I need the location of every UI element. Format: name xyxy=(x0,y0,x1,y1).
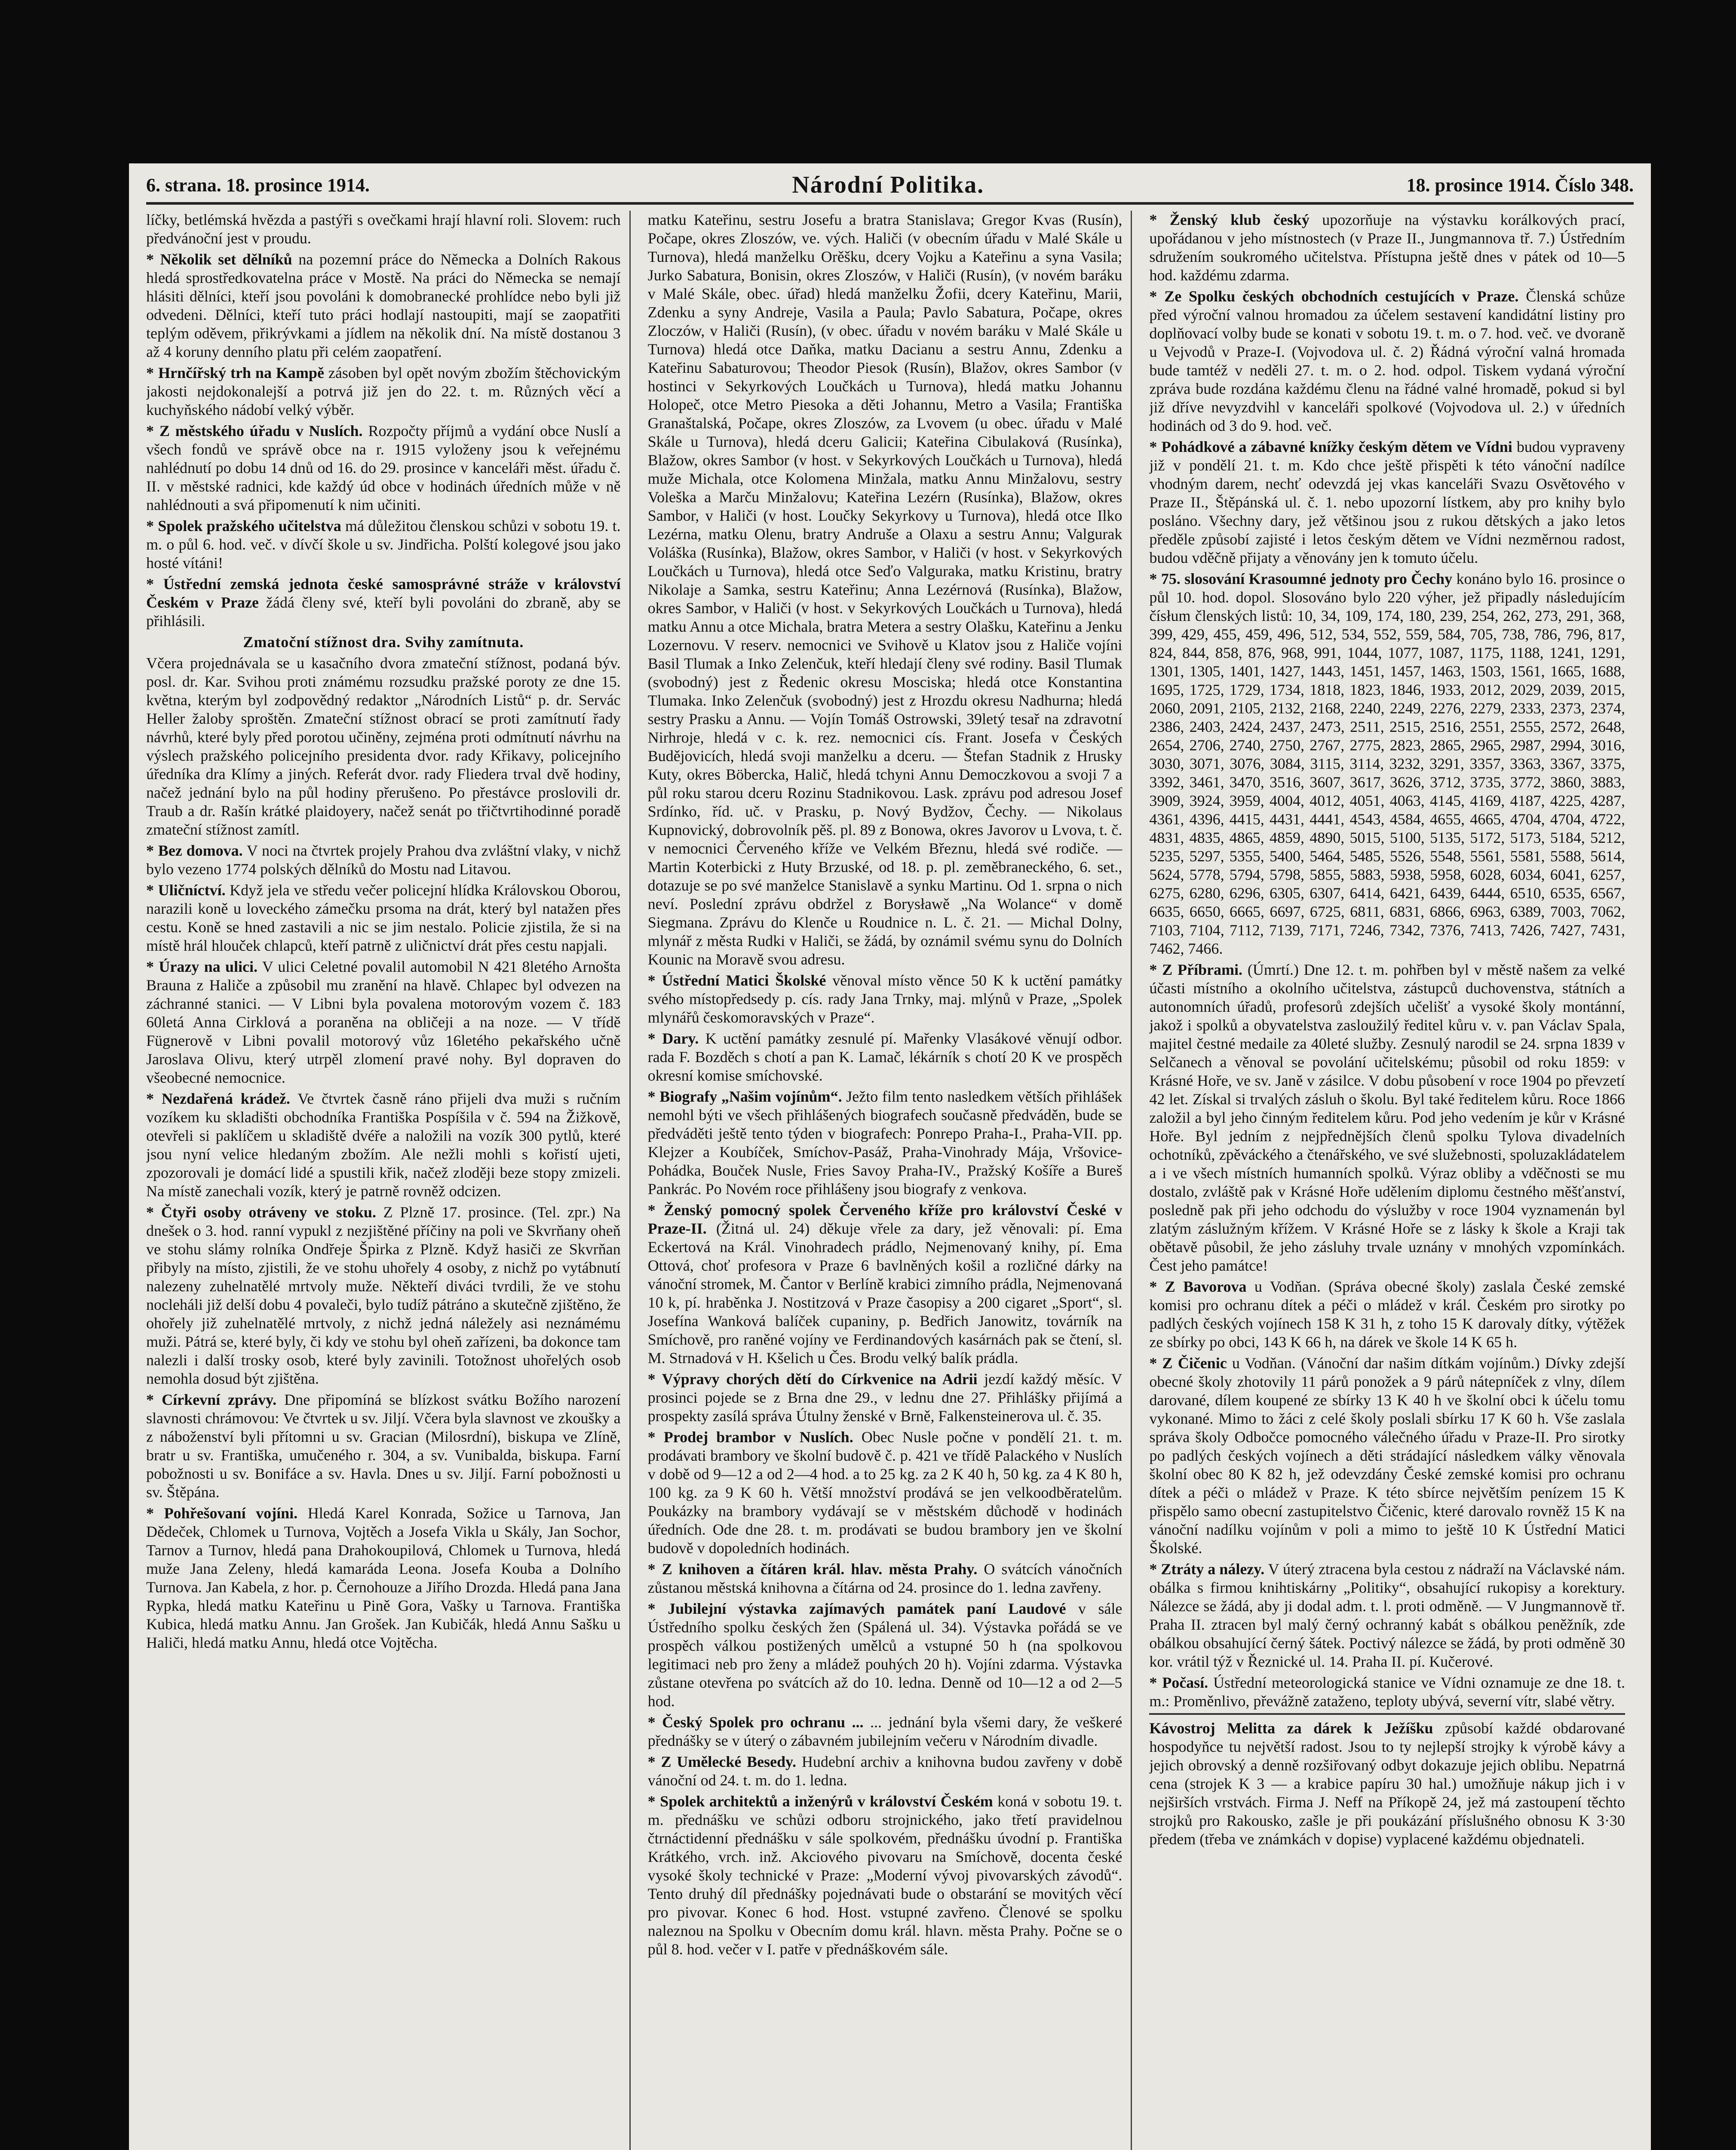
paragraph-text: matku Kateřinu, sestru Josefu a bratra Stanislava; Gregor Kvas (Rusín), Počape, okres Zloszów, ve. vých. Haliči (v obecním úřadu v Malé Skále u Turnova), hledá manželku Orěšku, dcery Vojku a Kateřinu a syna Vasila; Jurko Sabatura, Bonisin, okres Zloszów, v Haliči (Rusín), (v novém baráku v Malé Skále, obec. úřad) hledá manželku Žofii, dcery Kateřinu, Marii, Zdenku a syny Andreje, Vasila a Paula; Pavlo Sabatura, Počape, okres Zloczów, v Haliči (Rusín), (v obec. úřadu v novém baráku v Malé Skále u Turnova) hledá otce Daňka, matku Dacianu a sestru Annu, Zdenku a Kateřinu Sabaturovou; Theodor Piesok (Rusín), Blažov, okres Sambor (v hostinci v Sekyrkových Loučkách u Turnova), hledá matku Johannu Holopeč, otce Metro Piesoka a děti Johannu, Metro a Vasila; Františka Granaštalská, Počape, okres Zloszów, za Lvovem (u obec. úřadu v Malé Skále u Turnova), hledá dceru Galicii; Kateřina Cibulaková (Rusínka), Blažow, okres Sambor (v host. v Sekyrkových Loučkách u Turnova), hledá muže Michala, otce Kolomena Minžala, matku Annu Minžalovu, sestry Voleška a Marču Minžalovu; Kateřina Lezérn (Rusínka), Blažow, okres Sambor, v Haliči (v host. Loučky Sekyrkovy u Turnova), hledá otce Ilko Lezérna, matku Olenu, bratry Andruše a Olaxu a sestru Annu; Valgurak Voláška (Rusínka), Blažow, okres Sambor, v Haliči (v host. v Sekyrkových Loučkách u Turnova), hledá otce Seďo Valguraka, matku Kristinu, bratry Nikolaje a Samka, sestru Kateřinu; Anna Lezérnová (Rusínka), Blažow, okres Sambor, v Haliči (v host. v Sekyrkových Loučkách u Turnova), hledá matku Annu a otce Michala, bratra Metera a sestry Olašku, Kateřinu a Jenku Lozernovu. V reserv. nemocnici ve Svihově u Klatov jsou z Haliče vojíni Basil Tlumak a Inko Zelenčuk, kteří hledají členy své rodiny. Basil Tlumak (svobodný) jest z Ředenic okresu Mosciska; hledá otce Konstantina Tlumaka. Inko Zelenčuk (svobodný) jest z Hrozdu okresu Nadhurna; hledá sestry Prasku a Annu. — Vojín Tomáš Ostrowski, 39letý tesař na zdravotní Nirhroje, hledá v c. k. rez. nemocnici cís. Frant. Josefa v Českých Budějovicích, hledá svoji manželku a dceru. — Štefan Stadnik z Hrusky Kuty, okres Böbercka, Halič, hledá tchyni Annu Democzkovou a svoji 7 a půl roku starou dceru Rozinu Stadnikovou. Lask. zprávu pod adresou Josef Srdínko, říd. uč. v Prasku, p. Nový Bydžov, Čechy. — Nikolaus Kupnovický, dobrovolník pěš. pl. 89 z Bonowa, okres Javorov u Lvova, t. č. v nemocnici Červeného kříže ve Velkém Březnu, hledá své rodiče. — Martin Koterbicki z Huty Brzuské, od 18. p. pl. zeměbraneckého, 6. set., dotazuje se po své manželce Stanislavě a synku Martinu. Od 1. srpna o nich neví. Poslední zprávu obdržel z Borysławě „Na Wolance“ v domě Siegmana. Zprávu do Klenče u Roudnice n. L. č. 21. — Michal Dolny, mlynář z města Rudki v Haliči, se žádá, by oznámil svému synu do Dolních Kounic na Moravě svou adresu. xyxy=(647,211,1123,968)
paragraph-lead: * Bez domova. xyxy=(146,842,243,859)
paragraph-text: žádá členy své, kteří byli povoláni do zbraně, aby se přihlásili. xyxy=(146,594,621,630)
paragraph-text: V úterý ztracena byla cestou z nádraží na Václavské nám. obálka s firmou knihtiskárny „Politiky“, obsahující rukopisy a korektury. Nálezce se žádá, aby ji dodal adm. t. l. proti odměně. — V Jungmannově tř. Praha II. ztracen byl malý černý ochranný kabát s obálkou peněžník, zde obálkou obsahující černý šátek. Poctivý nálezce se žádá, by proti odměně 30 kor. vrátil týž v Řeznické ul. 14. Praha II. pí. Kučerové. xyxy=(1149,1560,1625,1670)
paragraph-lead: * Pohádkové a zábavné knížky českým dětem ve Vídni xyxy=(1149,438,1512,455)
article-paragraph xyxy=(648,1713,1123,1750)
article-columns xyxy=(146,211,1634,2150)
page-number-date: 6. strana. 18. prosince 1914. xyxy=(146,174,370,196)
article-paragraph xyxy=(146,1504,621,1652)
paragraph-text: v sále Ústředního spolku českých žen (Spálená ul. 34). Výstavka pořádá se ve prospěch válkou postižených umělců a vstupné 50 h (na spolkovou legitimaci neb pro ženy a mládež pouhých 20 h). Vojíni zdarma. Výstavka zůstane otevřena po svátcích až do 10. ledna. Denně od 10—12 a od 2—5 hod. xyxy=(647,1600,1123,1710)
paragraph-lead: * Ústřední zemská jednota české samosprávné stráže v království Českém v Praze xyxy=(146,575,621,611)
paragraph-text: líčky, betlémská hvězda a pastýři s ovečkami hrají hlavní roli. Slovem: ruch předvánoční jest v proudu. xyxy=(146,211,621,247)
article-paragraph xyxy=(146,1090,621,1201)
article-paragraph xyxy=(648,1428,1123,1557)
article-paragraph xyxy=(146,364,621,419)
paragraph-lead: * Z Bavorova xyxy=(1149,1278,1247,1295)
article-paragraph xyxy=(1149,211,1625,285)
article-paragraph xyxy=(648,971,1123,1027)
article-paragraph xyxy=(1149,1278,1625,1351)
article-paragraph xyxy=(146,881,621,955)
paragraph-lead: * Spolek pražského učitelstva xyxy=(146,517,341,534)
paragraph-lead: * Výpravy chorých dětí do Církvenice na Adrii xyxy=(647,1370,978,1388)
paragraph-text: Rozpočty příjmů a vydání obce Nuslí a všech fondů ve správě obce na r. 1915 vyloženy jsou k veřejnému nahlédnutí po dobu 14 dnů od 16. do 29. prosince v kanceláři měst. úřadu č. II. v městské radnici, kde každý úd obce v hodinách úředních může v ně nahlédnouti a svá připomenutí k nim učiniti. xyxy=(146,422,621,513)
article-headline: Zmatoční stížnost dra. Svihy zamítnuta. xyxy=(243,633,524,651)
paragraph-text: na pozemní práce do Německa a Dolních Rakous hledá sprostředkovatelna práce v Mostě. Na práci do Německa se nemají hlásiti dělníci, kteří jsou povoláni k domobranecké prohlídce nebo byli již odvedeni. Dělníci, kteří tuto práci hodlají nastoupiti, mají se zaopatřiti teplým oděvem, přikrývkami a jídlem na několik dní. Na místě dostanou 3 až 4 koruny denního platu při celém zaopatření. xyxy=(146,251,621,360)
newspaper-page xyxy=(129,163,1651,2150)
paragraph-lead: Kávostroj Melitta za dárek k Ježíšku xyxy=(1149,1720,1433,1737)
paragraph-lead: * Ženský pomocný spolek Červeného kříže pro království České v Praze-II. xyxy=(647,1201,1123,1237)
article-paragraph xyxy=(648,1792,1123,1959)
article-paragraph xyxy=(146,654,621,839)
paragraph-text: ... jednání byla všemi dary, že veškeré přednášky se v úterý o zábavném jubilejním večeru v Národním divadle. xyxy=(647,1714,1123,1749)
issue-date-number: 18. prosince 1914. Číslo 348. xyxy=(1406,174,1634,196)
paragraph-text: koná v sobotu 19. t. m. přednášku ve schůzi odboru strojnického, jako třetí pravidelnou čtrnáctidenní přednášku v sále spolkovém, přednášku úvodní p. Františka Krátkého, vrch. inž. Akciového pivovaru na Smíchově, docenta české vysoké školy technické v Praze: „Moderní vývoj pivovarských závodů“. Tento druhý díl přednášky pojednávati bude o obstarání se movitých věcí pro pivovar. Konec 6 hod. Host. vstupné zavřeno. Členové se spolku naleznou na Spolku v Obecním domu král. hlavn. města Prahy. Počne se o půl 8. hod. večer v I. patře v přednáškovém sále. xyxy=(647,1793,1123,1958)
article-paragraph xyxy=(146,958,621,1087)
paragraph-lead: * 75. slosování Krasoumné jednoty pro Čechy xyxy=(1149,570,1453,587)
paragraph-lead: * Prodej brambor v Nuslích. xyxy=(647,1428,853,1446)
paragraph-lead: * Z Umělecké Besedy. xyxy=(647,1753,797,1770)
article-paragraph xyxy=(1149,1674,1625,1711)
article-paragraph xyxy=(648,1087,1123,1198)
article-paragraph xyxy=(146,422,621,514)
paragraph-text: u Vodňan. (Vánoční dar našim dítkám vojínům.) Dívky zdejší obecné školy zhotovily 11 párů ponožek a 9 párů nátepníček z vlny, dílem darované, dílem koupené ze sbírky 13 K 40 h ve školní obci k účelu tomu vykonané. Mimo to žáci z celé školy poslali sbírku 17 K 60 h. Vše zaslala správa školy Odbočce pomocného válečného úřadu v Praze-II. Pro sirotky po padlých českých vojínech a děti strádající následkem války věnovala školní obec 80 K 82 h, jež odevzdány České zemské komisi pro ochranu dítek a péči o mládež v Praze. K této sbírce největším penízem 15 K přispělo samo obecní zastupitelstvo Čičenic, které darovalo rovněž 15 K na vánoční nadílku vojínům v poli a mimo to ještě 10 K Ústřední Matici Školské. xyxy=(1149,1354,1625,1557)
article-paragraph xyxy=(648,1753,1123,1790)
paragraph-lead: * Úrazy na ulici. xyxy=(146,958,258,975)
article-paragraph xyxy=(146,211,621,248)
masthead-title: Národní Politika. xyxy=(792,172,985,198)
paragraph-text: Když jela ve středu večer policejní hlídka Královskou Oborou, narazili koně u loveckého zámečku prsoma na drát, který byl natažen přes cestu. Koně se hned zastavili a nic se jim nestalo. Policie zjistila, že si na místě hrál hlouček chlapců, kteří patrně z uličnictví drát přes cestu napjali. xyxy=(146,882,621,954)
paragraph-lead: * Dary. xyxy=(647,1030,699,1047)
paragraph-text: Dne připomíná se blízkost svátku Božího narození slavnosti chrámovou: Ve čtvrtek u sv. Jiljí. Včera byla slavnost ve zkoušky a z náboženství byli přítomni u sv. Gracian (Milosrdní), biskupa ve Zlíně, bratr u sv. Františka, umučeného r. 304, a sv. Vunibalda, biskupa. Farní pobožnosti u sv. Bonifáce a sv. Havla. Dnes u sv. Jiljí. Farní pobožnosti u sv. Štěpána. xyxy=(146,1391,621,1501)
paragraph-lead: * Jubilejní výstavka zajímavých památek paní Laudové xyxy=(647,1600,1066,1617)
article-paragraph xyxy=(648,1029,1123,1085)
paragraph-text: V ulici Celetné povalil automobil N 421 8letého Arnoštа Brauna z Haliče a způsobil mu zranění na hlavě. Chlapec byl odvezen na záchranné stanici. — V Libni byla povalena motorovým vozem č. 183 60letá Anna Cirklová a poraněna na obličeji a na noze. — V třídě Fügnerově v Libni povalil motorový vůz 16letého pekařského učně Jaroslava Olivu, který utrpěl zlomení pravé nohy. Byl dopraven do všeobecné nemocnice. xyxy=(146,958,621,1086)
paragraph-text: upozorňuje na výstavku korálkových prací, upořádanou v jeho místnostech (v Praze II., Jungmannova tř. 7.) Ústředním sdružením soukromého učitelstva. Přístupna ještě dnes v pátek od 10—5 hod. každému zdarma. xyxy=(1149,211,1625,284)
paragraph-text: (Úmrtí.) Dne 12. t. m. pohřben byl v městě našem za velké účasti místního a okolního učitelstva, zástupců duchovenstva, státních a autonomních úřadů, profesorů zdejších učelišť a vysoké školy montánní, jakož i spolků a obyvatelstva zasloužilý ředitel kůru v. v. pan Václav Spala, majitel čestné medaile za 40leté služby. Zesnulý narodil se 24. srpna 1839 v Selčanech a věnoval se povolání učitelskému; působil od roku 1859: v Krásné Hoře, ve sv. Janě v zásilce. V dobu působení v roce 1904 po převzetí 42 let. Získal si trvalých zásluh o školu. Byl také ředitelem kůru. Roce 1866 založil a byl jeho činným ředitelem kůru. Pod jeho vedením je kůr v Krásné Hoře. Byl jedním z nejpřednějších členů spolku Tylova divadelních ochotníků, zpěváckého a čtenářského, ve své služebnosti, spoluzakládatelem a i ve všech místních humanních spolků. Výraz obliby a vděčnosti se mu dostalo, zvláště pak v Krásné Hoře udělením diplomu čestného měšťanství, posledně pak při jeho odchodu do výslužby v roce 1904 vyznamenán byl zlatým záslužným křížem. V Krásné Hoře se z lásky k škole a Kraji tak obětavě působil, že jeho zásluhy trvale uznány v mnohých vzpomínkách. Čest jeho památce! xyxy=(1149,961,1625,1274)
article-paragraph xyxy=(1149,287,1625,435)
paragraph-text: Z Plzně 17. prosince. (Tel. zpr.) Na dnešek o 3. hod. ranní vypukl z nezjištěné příčiny na poli ve Skvrňany oheň ve stohu slámy rolníka Ondřeje Špirka z Plzně. Když hasiči ze Skvrňan přibyly na místo, zjistili, že ve stohu uhořely 4 osoby, z nichž po vytábnutí nalezeny zuhelnatělé mrtvoly muže. Někteří diváci tvrdili, že ve stohu nocleháli již delší dobu 4 povaleči, bylo tudíž pátráno a skutečně zjištěno, že ohořely již zuhelnatělé mrtvoly, z nichž jedná náležely asi neznámému muži. Pátrá se, které byly, či kdy ve stohu byl oheň zařízeni, ba dokonce tam nalezli i další trosky osob, které byly zavinili. Totožnost uhořelých osob nemohla dosud být zjištěna. xyxy=(146,1204,621,1387)
paragraph-text: Hudební archiv a knihovna budou zavřeny v době vánoční od 24. t. m. do 1. ledna. xyxy=(647,1753,1123,1789)
column-1 xyxy=(146,211,631,2150)
column-2 xyxy=(648,211,1132,2150)
article-paragraph xyxy=(1149,961,1625,1275)
paragraph-text: budou vypraveny již v pondělí 21. t. m. Kdo chce ještě přispěti k této vánoční nadílce vhodným darem, nechť odevzdá jej vkas kanceláři Svazu Osvětového v Praze II., Štěpánská ul. č. 1. nebo upozorní lístkem, aby pro knihy bylo posláno. Všechny dary, jež většinou jsou z rukou dětských a jako letos předěle způsobí zajisté i letos českým dětem ve Vídni nezměrnou radost, budou vděčně přijaty a věnovány jen k tomuto účelu. xyxy=(1149,438,1625,566)
paragraph-text: Členská schůze před výroční valnou hromadou za účelem sestavení kandidátní listiny pro doplňovací volby bude se konati v sobotu 19. t. m. o 7. hod. več. ve dvoraně u Vejvodů v Praze-I. (Vojvodova ul. č. 2) Řádná výroční valná hromada bude tamtéž v neděli 27. t. m. o 2. hod. odpol. Tiskem vydaná výroční zpráva bude rozdána každému členu na řádné valné hromadě, pokud si byl již dříve nevyzdvihl v kanceláři spolkové (Vojvodova ul. 2.) v úředních hodinách od 3 do 9. hod. več. xyxy=(1149,288,1625,434)
paragraph-text: Ústřední meteorologická stanice ve Vídni oznamuje ze dne 18. t. m.: Proměnlivo, převážně zataženo, teploty ubývá, severní vítr, slabé větry. xyxy=(1149,1674,1625,1710)
paragraph-text: O svátcích vánočních zůstanou městská knihovna a čítárna od 24. prosince do 1. ledna zavřeny. xyxy=(647,1560,1123,1596)
paragraph-text: Včera projednávala se u kasačního dvora zmateční stížnost, podaná býv. posl. dr. Kar. Svihou proti známému rozsudku pražské poroty ze dne 15. května, kterým byl zodpovědný redaktor „Národních Listů“ p. dr. Servác Heller žaloby sproštěn. Zmateční stížnost obrací se proti zamítnutí řady návrhů, které byly před porotou učiněny, zejména proti odmítnutí návrhu na výslech pražského policejního presidenta dvor. rady Křikavy, policejního úředníka dra Klímy a jiných. Referát dvor. rady Fliedera trval dvě hodiny, načež jednání bylo na půl hodiny přerušeno. Po přestávce proslovili dr. Traub a dr. Rašín krátké plaidoyery, načež senát po třičtvrtihodinné poradě zmateční stížnost zamítl. xyxy=(146,654,621,838)
paragraph-text: věnoval místo věnce 50 K k uctění památky svého místopředsedy p. cís. rady Jana Trnky, maj. mlýnů v Praze, „Spolek mlynářů českomoravských v Praze“. xyxy=(647,972,1123,1026)
paragraph-lead: * Biografy „Našim vojínům“. xyxy=(647,1088,842,1105)
paragraph-text: K uctění památky zesnulé pí. Mařenky Vlasákové věnují odbor. rada F. Bozděch s chotí a pan K. Lamač, lékárník s chotí 20 K ve prospěch okresní komise smíchovské. xyxy=(647,1030,1123,1084)
column-3 xyxy=(1149,211,1634,2150)
article-paragraph xyxy=(146,517,621,572)
paragraph-lead: * Pohřešovaní vojíni. xyxy=(146,1505,298,1522)
paragraph-lead: * Uličníctví. xyxy=(146,882,226,899)
paragraph-text: způsobí každé obdarované hospodyňce tu největší radost. Jsou to ty nejlepší strojky k výrobě kávy a jejich obrovský a denně rozšiřovaný odbyt dokazuje jejich oblibu. Nepatrná cena (strojek K 3 — a krabice papíru 30 hal.) umožňuje nákup jich i v nejširších vrstvách. Firma J. Neff na Příkopě 24, jež má zastoupení těchto strojků pro Rakousko, zašle je při poukázání příslušného obnosu K 3·30 předem (třeba ve známkách v dopise) vyplacené každému objednateli. xyxy=(1149,1720,1625,1848)
paragraph-text: Ve čtvrtek časně ráno přijeli dva muži s ručním vozíkem ku skladišti obchodníka Františka Pospíšila v č. 594 na Žižkově, otevřeli si paklíčem u skladiště dvéře a naložili na vozík 300 pytlů, které jsou nyní velice hledaným zbožím. Ale nežli mohli s kořistí ujeti, zpozorovali je domácí lidé a spustili křik, načež zloději beze stopy zmizeli. Na místě zanechali vozík, který je patrně rovněž odcizen. xyxy=(146,1090,621,1200)
article-paragraph xyxy=(648,1560,1123,1597)
paragraph-lead: * Církevní zprávy. xyxy=(146,1391,277,1408)
paragraph-text: Obec Nusle počne v pondělí 21. t. m. prodávati brambory ve školní budově č. p. 421 ve třídě Palackého v Nuslích v době od 9—12 a od 2—4 hod. a to 25 kg. za 2 K 40 h, 50 kg. za 4 K 80 h, 100 kg. za 9 K 60 h. Větší množství prodává se jen velkoodběratelům. Poukázky na brambory vydávají se v městském důchodě v hodinách úředních. Ode dne 28. t. m. prodávati se budou brambory jen ve školní budově v dopoledních hodinách. xyxy=(647,1428,1123,1557)
paragraph-lead: * Hrnčířský trh na Kampě xyxy=(146,364,324,381)
article-paragraph xyxy=(648,1201,1123,1367)
paragraph-text: konáno bylo 16. prosince o půl 10. hod. dopol. Slosováno bylo 220 výher, jež připadly následujícím čísłum členských listů: 10, 34, 109, 174, 180, 239, 254, 262, 273, 291, 368, 399, 429, 455, 459, 496, 512, 534, 552, 559, 584, 705, 738, 786, 796, 817, 824, 844, 858, 876, 968, 991, 1044, 1077, 1087, 1175, 1188, 1241, 1291, 1301, 1305, 1401, 1427, 1443, 1451, 1457, 1463, 1503, 1561, 1665, 1688, 1695, 1725, 1729, 1734, 1818, 1823, 1846, 1933, 2012, 2029, 2039, 2015, 2060, 2091, 2105, 2132, 2168, 2240, 2249, 2276, 2279, 2333, 2373, 2374, 2386, 2403, 2424, 2437, 2473, 2511, 2515, 2516, 2551, 2555, 2572, 2648, 2654, 2706, 2740, 2750, 2767, 2775, 2823, 2865, 2965, 2987, 2994, 3016, 3030, 3071, 3076, 3084, 3115, 3114, 3232, 3291, 3357, 3363, 3367, 3375, 3392, 3461, 3470, 3516, 3607, 3617, 3626, 3712, 3735, 3772, 3860, 3883, 3909, 3924, 3959, 4004, 4012, 4051, 4063, 4145, 4169, 4187, 4225, 4287, 4361, 4396, 4415, 4431, 4441, 4543, 4584, 4655, 4665, 4704, 4704, 4722, 4831, 4835, 4865, 4859, 4890, 5015, 5100, 5135, 5172, 5173, 5184, 5212, 5235, 5297, 5355, 5400, 5464, 5485, 5526, 5548, 5561, 5581, 5588, 5614, 5624, 5778, 5794, 5798, 5855, 5883, 5938, 5958, 6028, 6034, 6041, 6257, 6275, 6280, 6296, 6305, 6307, 6414, 6421, 6439, 6444, 6510, 6535, 6567, 6635, 6650, 6665, 6697, 6725, 6811, 6831, 6866, 6963, 6389, 7003, 7062, 7103, 7104, 7112, 7139, 7171, 7246, 7342, 7376, 7413, 7426, 7427, 7431, 7462, 7466. xyxy=(1149,570,1626,957)
paragraph-lead: * Český Spolek pro ochranu ... xyxy=(647,1714,864,1731)
article-paragraph xyxy=(1149,1354,1625,1557)
paragraph-text: má důležitou členskou schůzi v sobotu 19. t. m. o půl 6. hod. več. v dívčí škole u sv. Jindřicha. Polští kolegové jsou jako hosté vítáni! xyxy=(146,517,621,571)
article-paragraph xyxy=(1149,1713,1625,1849)
paragraph-lead: * Ženský klub český xyxy=(1149,211,1310,228)
article-paragraph xyxy=(1149,570,1625,958)
article-paragraph xyxy=(648,1370,1123,1425)
paragraph-lead: * Několik set dělníků xyxy=(146,251,292,268)
article-paragraph xyxy=(146,1203,621,1388)
paragraph-lead: * Z městského úřadu v Nuslích. xyxy=(146,422,363,439)
article-paragraph xyxy=(648,1600,1123,1711)
paragraph-text: (Žitná ul. 24) děkuje vřele za dary, jež věnovali: pí. Ema Eckertová na Král. Vinohradech prádlo, Nejmenovaný knihy, pí. Ema Ottová, choť profesora v Praze 6 bavlněných košil a rozličné dárky na vánoční stromek, M. Čantor v Berlíně krabici zimního prádla, Nejmenovaná 10 k, pí. hraběnka J. Nostitzová v Praze časopisy a 200 cigaret „Sport“, sl. Josefína Wanková balíček cupaniny, p. Bedřich Janowitz, továrník na Smíchově, pro raněné vojíny ve Ferdinandových kasárnách pak se čtení, sl. M. Strnadová v H. Kšelich u Čes. Brodu velký balík prádla. xyxy=(647,1220,1123,1367)
paragraph-text: Hledá Karel Konrada, Sožice u Tarnova, Jan Dědeček, Chlomek u Turnova, Vojtěch a Josefa Vikla u Skály, Jan Sochor, Tarnov a Turnov, hledá pana Drahokoupilová, Chlomek u Turnova, hledá muže Jana Zeleny, hledá kamaráda Leona. Josefa Kouba a Dolního Turnova. Jan Kabela, z hor. p. Černohouze a Jiřího Drozda. Hledá pana Jana Rypka, hledá matku Kateřinu u Pině Gora, Vašky u Tarnova. Františka Kubica, hledá matku Annu. Jan Grošek. Jan Kubičák, hledá Annu Sašku u Haliči, hledá matku Annu, hledá otce Vojtěcha. xyxy=(146,1505,621,1651)
page-header xyxy=(146,168,1634,205)
paragraph-text: jezdí každý měsíc. V prosinci pojede se z Brna dne 29., v lednu dne 27. Přihlášky přijímá a prospekty zasílá správa Útulny ženské v Brně, Falkensteinerova ul. č. 35. xyxy=(647,1370,1123,1425)
article-paragraph xyxy=(146,842,621,878)
article-paragraph xyxy=(1149,438,1625,567)
article-paragraph xyxy=(146,575,621,630)
paragraph-lead: * Z knihoven a čítáren král. hlav. města Prahy. xyxy=(647,1560,978,1578)
paragraph-text: u Vodňan. (Správa obecné školy) zaslala České zemské komisi pro ochranu dítek a péči o mládež v král. Českém pro sirotky po padlých českých vojínech 158 K 31 h, z toho 15 K darovaly dítky, výtěžek ze sbírky po obci, 143 K 66 h, na dárek ve škole 14 K 65 h. xyxy=(1149,1278,1625,1351)
paragraph-lead: * Ztráty a nálezy. xyxy=(1149,1560,1265,1578)
paragraph-lead: * Z Příbrami. xyxy=(1149,961,1242,978)
paragraph-text: Ježto film tento nasledkem větších přihlášek nemohl býti ve všech přihlášených biografech současně předváděn, bude se předváděti ještě tento týden v biografech: Ponrepo Praha-I., Praha-VII. pp. Klejzer a Koubíček, Smíchov-Pasáž, Praha-Vinohrady Mája, Vršovice-Pohádka, Bouček Nusle, Fries Savoy Praha-IV., Pražský Košíře a Bureš Pankrác. Po Novém roce přihlášeny jsou biografy z venkova. xyxy=(647,1088,1123,1198)
article-paragraph xyxy=(146,250,621,361)
paragraph-lead: * Spolek architektů a inženýrů v království Českém xyxy=(647,1793,993,1810)
paragraph-lead: * Ústřední Matici Školské xyxy=(647,972,826,989)
paragraph-lead: * Z Čičenic xyxy=(1149,1354,1227,1372)
paragraph-lead: * Nezdařená krádež. xyxy=(146,1090,290,1107)
paragraph-lead: * Počasí. xyxy=(1149,1674,1208,1691)
article-paragraph xyxy=(146,1391,621,1502)
paragraph-lead: * Ze Spolku českých obchodních cestujících v Praze. xyxy=(1149,288,1519,305)
paragraph-lead: * Čtyři osoby otráveny ve stoku. xyxy=(146,1204,376,1221)
paragraph-text: V noci na čtvrtek projely Prahou dva zvláštní vlaky, v nichž bylo vezeno 1774 polských dělníků do Mostu nad Litavou. xyxy=(146,842,621,878)
paragraph-text: zásoben byl opět novým zbožím štěchovickým jakosti nejdokonalejší a potrvá již jen do 22. t. m. Různých věcí a kuchyňského nádobí velký výběr. xyxy=(146,364,621,418)
article-paragraph xyxy=(1149,1560,1625,1671)
article-paragraph xyxy=(648,211,1123,969)
